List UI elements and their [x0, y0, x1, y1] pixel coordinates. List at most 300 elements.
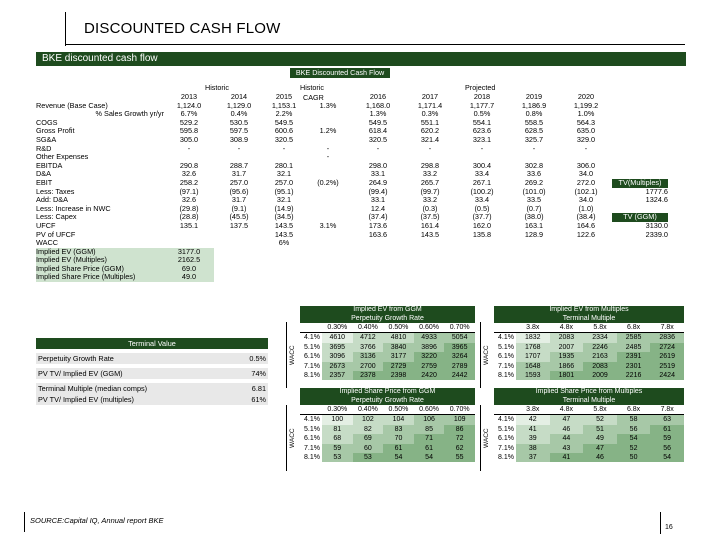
sens-row-header: 4.1%: [304, 416, 320, 424]
side-value: 3130.0: [645, 220, 668, 230]
sens-cell: 2391: [617, 352, 651, 361]
sens-cell: 60: [353, 444, 384, 453]
cell-value: 33.1: [370, 195, 386, 205]
cell-value: 33.1: [370, 169, 386, 179]
sens-cell: 2729: [383, 362, 414, 371]
sens-cell: 2420: [414, 371, 445, 380]
row-label: SG&A: [36, 134, 57, 144]
cell-value: (99.4): [368, 186, 388, 196]
title-left-rule: [65, 12, 66, 46]
sens-row-header: 7.1%: [498, 362, 514, 370]
cell-value: (0.7): [526, 203, 542, 213]
sens-cell: 56: [650, 444, 684, 453]
sens-cell: 2301: [617, 362, 651, 371]
side-value: [612, 256, 668, 265]
row-label: Less: Taxes: [36, 186, 75, 196]
cell-value: 551.1: [420, 117, 440, 127]
cell-value: 300.4: [472, 160, 492, 170]
sens-cell: 2398: [383, 371, 414, 380]
tv-label: Perpetuity Growth Rate: [38, 354, 114, 363]
sens-cell: 59: [650, 434, 684, 443]
sens-cell: 54: [617, 434, 651, 443]
row-label: COGS: [36, 117, 58, 127]
cell-value: 298.8: [420, 160, 440, 170]
cell-value: [214, 273, 264, 282]
cell-value: 3177.0: [164, 248, 214, 257]
sens-cell: 39: [516, 434, 550, 443]
cell-value: 264.9: [368, 177, 388, 187]
cell-value: 288.7: [229, 160, 249, 170]
footer-right-rule: [660, 512, 661, 534]
cell-value: 618.4: [368, 126, 388, 136]
cell-value: [456, 265, 508, 274]
sens-cell: 106: [414, 415, 445, 425]
cell-value: 32.1: [276, 195, 292, 205]
row-label: EBIT: [36, 177, 53, 187]
cell-value: (95.6): [229, 186, 249, 196]
tv-value: 0.5%: [249, 354, 266, 363]
sens-row: [494, 333, 684, 343]
sens-cell: 53: [353, 453, 384, 462]
cell-value: 1,186.9: [521, 100, 547, 110]
cell-value: (37.7): [472, 212, 492, 222]
sens-row: [300, 453, 475, 462]
sens-cell: 2519: [650, 362, 684, 371]
cell-value: (97.1): [179, 186, 199, 196]
sens-col-header: 0.60%: [414, 405, 445, 415]
table-row: [36, 213, 668, 222]
cell-value: 558.5: [524, 117, 544, 127]
sens-cell: 1648: [516, 362, 550, 371]
sens-row: [300, 415, 475, 425]
sens-title: Implied Share Price from GGM: [300, 388, 475, 397]
row-label: R&D: [36, 143, 52, 153]
sens-row-header: 7.1%: [304, 444, 320, 452]
cell-value: (29.8): [179, 203, 199, 213]
cell-value: [508, 248, 560, 257]
cell-value: 1,199.2: [573, 100, 599, 110]
side-value: [612, 153, 668, 162]
sens-title: Implied EV from Multiples: [494, 306, 684, 315]
cell-value: (45.5): [229, 212, 249, 222]
cell-value: [560, 248, 612, 257]
year-header: 2020: [577, 92, 595, 101]
cell-value: 323.1: [472, 134, 492, 144]
cell-value: 1.3%: [319, 100, 337, 110]
sens-subtitle: Perpetuity Growth Rate: [300, 397, 475, 406]
terminal-value-table: [36, 338, 268, 405]
sens-cell: 85: [414, 425, 445, 434]
cell-value: 173.6: [368, 220, 388, 230]
sens-cell: 1935: [550, 352, 584, 361]
sens-row-header: 5.1%: [304, 425, 320, 433]
row-label: UFCF: [36, 220, 56, 230]
cell-value: -: [326, 143, 330, 153]
sens-cell: 47: [550, 415, 584, 425]
side-value: [612, 127, 668, 136]
sens-row-header: 4.1%: [498, 334, 514, 342]
side-value: [612, 239, 668, 248]
cell-value: 269.2: [524, 177, 544, 187]
sens-cell: 3840: [383, 343, 414, 352]
cell-value: -: [187, 143, 191, 153]
cell-value: 163.6: [368, 229, 388, 239]
cell-value: 628.5: [524, 126, 544, 136]
sens-cell: 51: [583, 425, 617, 434]
table-row: [36, 205, 668, 214]
cell-value: [404, 256, 456, 265]
sens-sp-multiples: [494, 388, 684, 462]
year-header: 2017: [421, 92, 439, 101]
cell-value: 597.5: [229, 126, 249, 136]
cell-value: [304, 231, 352, 240]
sens-cell: 43: [550, 444, 584, 453]
sens-cell: 46: [550, 425, 584, 434]
sens-cell: 2485: [617, 343, 651, 352]
cell-value: 143.5: [274, 220, 294, 230]
side-value: [612, 265, 668, 274]
sens-cell: 61: [650, 425, 684, 434]
cell-value: [264, 273, 304, 282]
side-value: [612, 273, 668, 282]
sens-cell: 41: [516, 425, 550, 434]
sens-row: [300, 434, 475, 443]
sens-col-header: 0.50%: [383, 405, 414, 415]
header-group-label: BKE Discounted Cash Flow: [290, 68, 390, 78]
sens-cell: 61: [383, 444, 414, 453]
sens-cell: 52: [583, 415, 617, 425]
table-row: [36, 196, 668, 205]
cell-value: (0.2%): [317, 177, 339, 187]
table-row: [36, 273, 668, 282]
row-label: Implied EV (GGM): [36, 248, 164, 257]
cell-value: 164.6: [576, 220, 596, 230]
sens-cell: 56: [617, 425, 651, 434]
year-header: 2016: [369, 92, 387, 101]
side-value: [612, 119, 668, 128]
sens-cell: 41: [550, 453, 584, 462]
cell-value: [508, 239, 560, 248]
cell-value: [456, 239, 508, 248]
cell-value: 549.5: [274, 117, 294, 127]
cell-value: 320.5: [368, 134, 388, 144]
sens-row: [300, 425, 475, 434]
cell-value: 33.2: [422, 169, 438, 179]
subtitle-bar: BKE discounted cash flow: [36, 52, 686, 66]
header-projected-label: Projected: [465, 83, 496, 92]
sens-col-header: 0.40%: [353, 405, 384, 415]
cell-value: -: [480, 143, 484, 153]
cell-value: 49.0: [164, 273, 214, 282]
sens-row: [300, 343, 475, 352]
sens-col-header: 0.30%: [322, 323, 353, 333]
sens-col-header-row: [300, 323, 475, 333]
side-value: [612, 102, 668, 111]
cell-value: (37.4): [368, 212, 388, 222]
sens-cell: 2378: [353, 371, 384, 380]
sens-col-header: 5.8x: [583, 405, 617, 415]
cell-value: [304, 188, 352, 197]
cell-value: 33.4: [474, 169, 490, 179]
tv-value: 74%: [251, 369, 266, 378]
row-label: Revenue (Base Case): [36, 100, 108, 110]
cell-value: 1.0%: [577, 109, 595, 119]
side-value: [612, 136, 668, 145]
sens-cell: 2163: [583, 352, 617, 361]
cell-value: (14.9): [274, 203, 294, 213]
cell-value: [560, 239, 612, 248]
source-note: SOURCE:Capital IQ, Annual report BKE: [30, 516, 164, 525]
cell-value: (9.1): [231, 203, 247, 213]
cell-value: [304, 248, 352, 257]
sens-title: Implied Share Price from Multiples: [494, 388, 684, 397]
sens-col-header-row: [300, 405, 475, 415]
year-header: 2018: [473, 92, 491, 101]
cell-value: [352, 273, 404, 282]
sens-cell: 37: [516, 453, 550, 462]
table-row: [36, 188, 668, 197]
sens-row-header: 7.1%: [304, 362, 320, 370]
cell-value: [560, 256, 612, 265]
sens-cell: 50: [617, 453, 651, 462]
cell-value: 265.7: [420, 177, 440, 187]
sens-cell: 2083: [583, 362, 617, 371]
cell-value: (102.1): [574, 186, 598, 196]
sens-cell: 68: [322, 434, 353, 443]
sens-cell: 3136: [353, 352, 384, 361]
page-number: 16: [665, 524, 673, 531]
sens-cell: 82: [353, 425, 384, 434]
cell-value: [264, 256, 304, 265]
cell-value: 298.0: [368, 160, 388, 170]
table-row: [36, 256, 668, 265]
table-row: [36, 110, 668, 119]
sens-cell: 5054: [444, 333, 475, 343]
cell-value: 306.0: [576, 160, 596, 170]
side-value: 1324.6: [645, 195, 668, 205]
sens-cell: 2442: [444, 371, 475, 380]
cell-value: 143.5: [274, 229, 294, 239]
cell-value: (95.1): [274, 186, 294, 196]
sens-col-header: 0.70%: [444, 323, 475, 333]
cell-value: [404, 248, 456, 257]
sens-cell: 1707: [516, 352, 550, 361]
sens-ev-ggm: [300, 306, 475, 380]
cell-value: (28.8): [179, 212, 199, 222]
cell-value: (101.0): [522, 186, 546, 196]
cell-value: [456, 273, 508, 282]
cell-value: [352, 256, 404, 265]
tv-label: PV TV/ Implied EV (GGM): [38, 369, 123, 378]
row-label: Other Expenses: [36, 152, 89, 162]
cell-value: 1,177.7: [469, 100, 495, 110]
cell-value: [264, 248, 304, 257]
cell-value: 122.6: [576, 229, 596, 239]
row-label: Add: D&A: [36, 195, 69, 205]
table-row: [36, 136, 668, 145]
sens-col-header: 5.8x: [583, 323, 617, 333]
cell-value: 6%: [278, 238, 290, 248]
sens-ev-multiples: [494, 306, 684, 380]
cell-value: 529.2: [179, 117, 199, 127]
sens-row: [300, 371, 475, 380]
cell-value: (99.7): [420, 186, 440, 196]
cell-value: (0.3): [422, 203, 438, 213]
cell-value: [456, 256, 508, 265]
sens-cell: 2700: [353, 362, 384, 371]
sens-col-header: 6.8x: [617, 323, 651, 333]
sens-cell: 44: [550, 434, 584, 443]
sens-cell: 2083: [550, 333, 584, 343]
cell-value: 137.5: [229, 220, 249, 230]
cell-value: 1,171.4: [417, 100, 443, 110]
cell-value: 1,124.0: [176, 100, 202, 110]
side-value: [612, 248, 668, 257]
table-row: [36, 119, 668, 128]
side-value: 1777.6: [645, 186, 668, 196]
side-value: TV (GGM): [612, 213, 668, 222]
cell-value: -: [237, 143, 241, 153]
table-row: [36, 145, 668, 154]
cell-value: -: [376, 143, 380, 153]
sens-cell: 69: [353, 434, 384, 443]
cell-value: 2.2%: [275, 109, 293, 119]
row-label: Less: Increase in NWC: [36, 203, 111, 213]
sens-cell: 3766: [353, 343, 384, 352]
row-label: Implied EV (Multiples): [36, 256, 164, 265]
cell-value: 1,129.0: [226, 100, 252, 110]
sens-row-header: 5.1%: [498, 343, 514, 351]
sens-cell: 4810: [383, 333, 414, 343]
footer-left-rule: [24, 512, 25, 532]
cell-value: 564.3: [576, 117, 596, 127]
sens-row-header: 5.1%: [498, 425, 514, 433]
sens-cell: 2836: [650, 333, 684, 343]
sens-col-header: 0.50%: [383, 323, 414, 333]
header-historic-label: Historic: [205, 83, 229, 92]
table-row: [36, 248, 668, 257]
table-row: [36, 162, 668, 171]
cell-value: 257.0: [274, 177, 294, 187]
sens-row: [494, 371, 684, 380]
financial-table: [36, 93, 668, 282]
sens-cell: 46: [583, 453, 617, 462]
sens-cell: 3096: [322, 352, 353, 361]
year-header: 2019: [525, 92, 543, 101]
tv-label: PV TV/ Implied EV (multiples): [38, 395, 134, 404]
terminal-value-header: Terminal Value: [36, 338, 268, 349]
cell-value: 329.0: [576, 134, 596, 144]
sens-subtitle: Terminal Multiple: [494, 397, 684, 406]
cell-value: (1.0): [578, 203, 594, 213]
sens-col-header-row: [494, 405, 684, 415]
sens-row-header: 4.1%: [304, 334, 320, 342]
sens-cell: 3264: [444, 352, 475, 361]
sens-cell: 2673: [322, 362, 353, 371]
title-bottom-rule: [65, 44, 685, 45]
table-row: [36, 170, 668, 179]
side-value: [612, 145, 668, 154]
tv-value: 6.81: [251, 384, 266, 393]
sens-cell: 1866: [550, 362, 584, 371]
cell-value: [508, 265, 560, 274]
cell-value: 34.0: [578, 195, 594, 205]
cell-value: -: [532, 143, 536, 153]
sens-col-header: 6.8x: [617, 405, 651, 415]
sens-subtitle: Terminal Multiple: [494, 315, 684, 324]
sens-col-header-row: [494, 323, 684, 333]
sens-cell: 2007: [550, 343, 584, 352]
sens-col-header: 4.8x: [550, 323, 584, 333]
sens-cell: 59: [322, 444, 353, 453]
sens-row-header: 6.1%: [304, 435, 320, 443]
wacc-axis-label: WACC: [480, 405, 493, 471]
sens-row: [494, 434, 684, 443]
cell-value: [304, 162, 352, 171]
cell-value: 33.6: [526, 169, 542, 179]
side-value: [612, 110, 668, 119]
cell-value: 31.7: [231, 169, 247, 179]
sens-row-header: 5.1%: [304, 343, 320, 351]
sens-row: [300, 444, 475, 453]
sens-cell: 62: [444, 444, 475, 453]
sens-col-header: 0.30%: [322, 405, 353, 415]
sens-cell: 86: [444, 425, 475, 434]
sens-cell: 83: [383, 425, 414, 434]
cell-value: 595.8: [179, 126, 199, 136]
table-row: [36, 153, 668, 162]
sens-cell: 2009: [583, 371, 617, 380]
sens-cell: 2357: [322, 371, 353, 380]
sens-cell: 54: [383, 453, 414, 462]
sens-cell: 100: [322, 415, 353, 425]
cell-value: 161.4: [420, 220, 440, 230]
cell-value: 308.9: [229, 134, 249, 144]
cell-value: 32.6: [181, 195, 197, 205]
sens-cell: 1593: [516, 371, 550, 380]
sens-row-header: 8.1%: [304, 372, 320, 380]
sens-cell: 58: [617, 415, 651, 425]
sens-row-header: 6.1%: [498, 353, 514, 361]
sens-cell: 2789: [444, 362, 475, 371]
cell-value: -: [282, 143, 286, 153]
sens-row-header: 8.1%: [304, 454, 320, 462]
cell-value: 0.8%: [525, 109, 543, 119]
table-row: [36, 179, 668, 188]
row-label: EBITDA: [36, 160, 63, 170]
sens-row-header: 6.1%: [498, 435, 514, 443]
cell-value: 163.1: [524, 220, 544, 230]
sens-cell: 2246: [583, 343, 617, 352]
sens-col-header: 0.40%: [353, 323, 384, 333]
sens-subtitle: Perpetuity Growth Rate: [300, 315, 475, 324]
cell-value: -: [428, 143, 432, 153]
sens-sp-ggm: [300, 388, 475, 462]
sens-cell: 4933: [414, 333, 445, 343]
cell-value: [404, 273, 456, 282]
cell-value: 321.4: [420, 134, 440, 144]
cell-value: -: [326, 152, 330, 162]
sens-row: [494, 343, 684, 352]
sens-cell: 42: [516, 415, 550, 425]
row-label: WACC: [36, 238, 59, 248]
cell-value: 305.0: [179, 134, 199, 144]
cell-value: 320.5: [274, 134, 294, 144]
sens-col-header: 0.60%: [414, 323, 445, 333]
row-label: % Sales Growth yr/yr: [95, 109, 164, 119]
cell-value: (38.0): [524, 212, 544, 222]
side-value: [612, 162, 668, 171]
